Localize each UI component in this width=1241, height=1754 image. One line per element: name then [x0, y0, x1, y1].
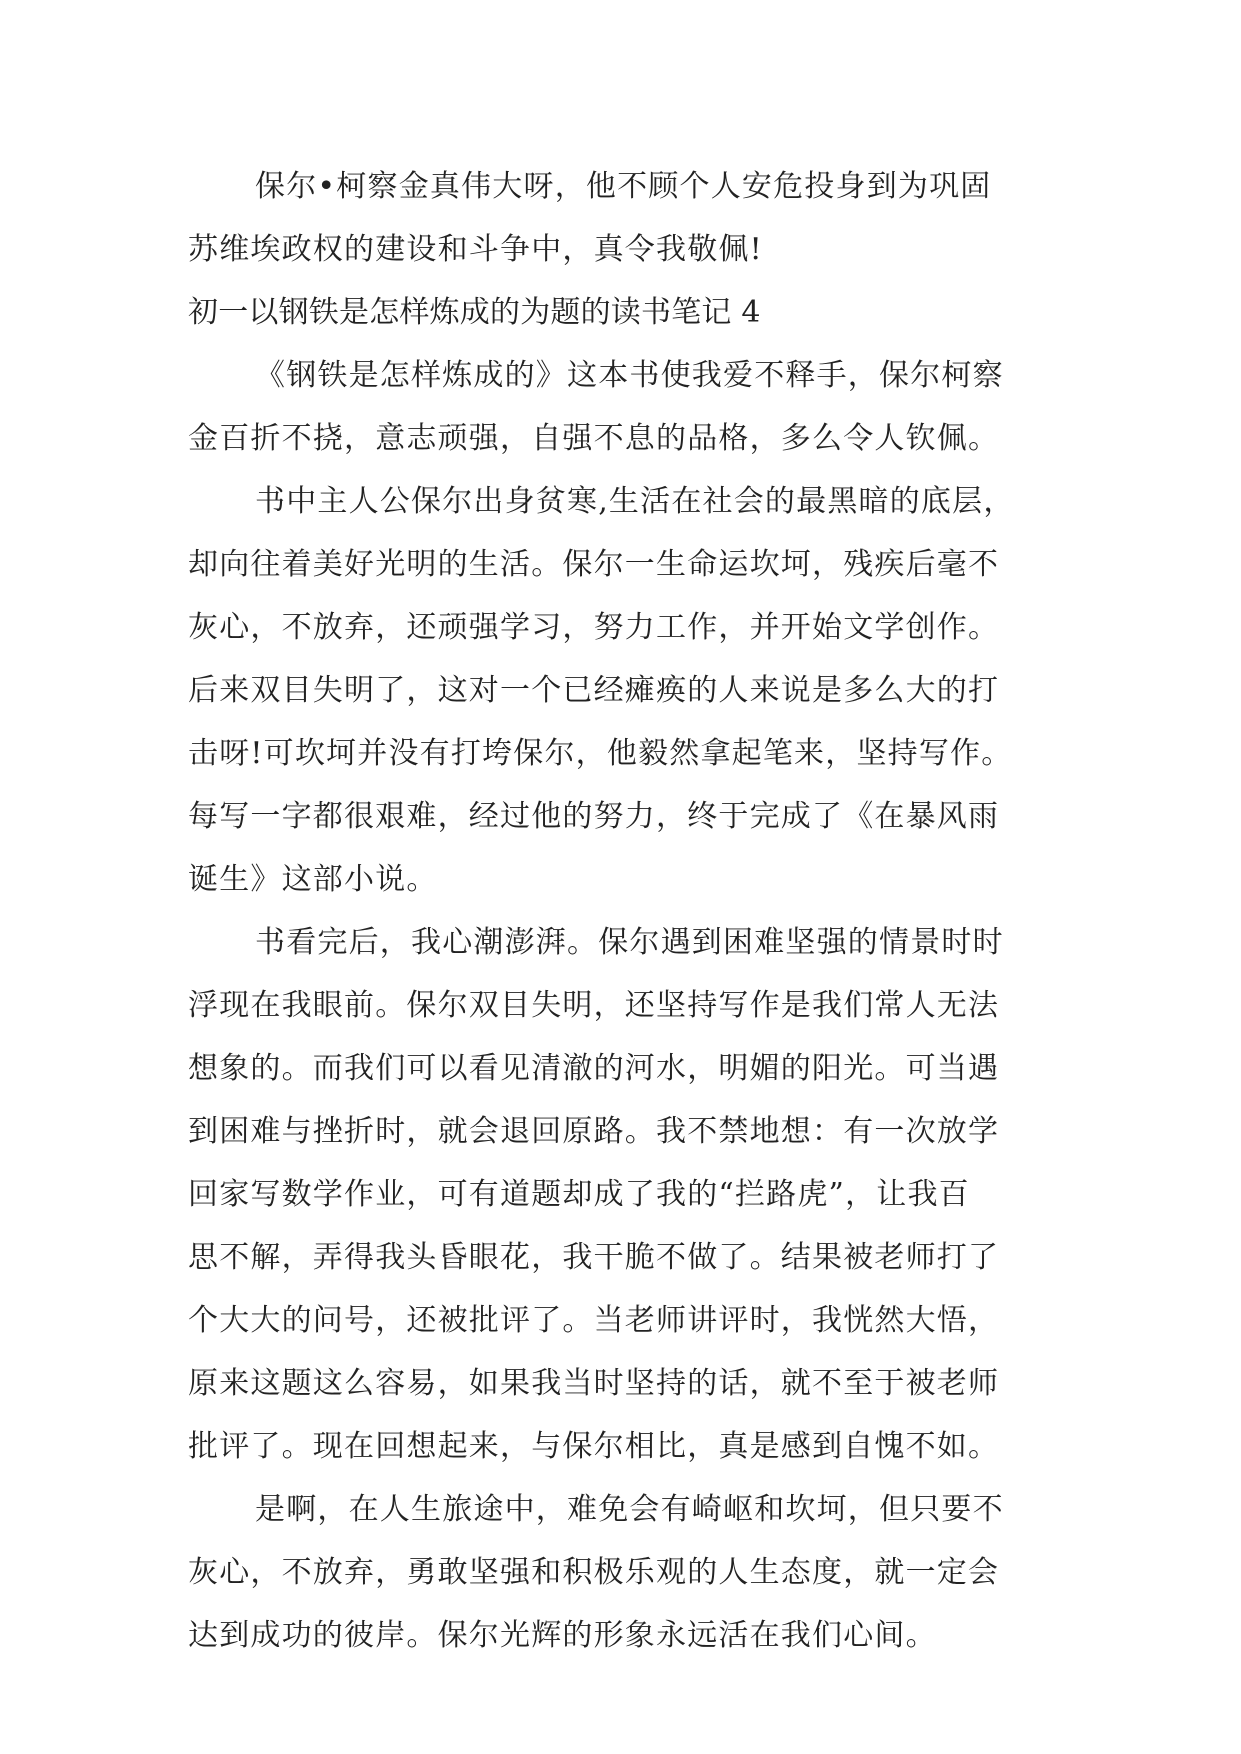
paragraph-line: 《钢铁是怎样炼成的》这本书使我爱不释手，保尔柯察 [255, 358, 1004, 393]
paragraph-line: 批评了。现在回想起来，与保尔相比，真是感到自愧不如。 [188, 1429, 1000, 1464]
paragraph-line: 浮现在我眼前。保尔双目失明，还坚持写作是我们常人无法 [188, 988, 1000, 1023]
paragraph-line: 达到成功的彼岸。保尔光辉的形象永远活在我们心间。 [188, 1618, 937, 1653]
paragraph [188, 344, 1068, 470]
paragraph-line: 却向往着美好光明的生活。保尔一生命运坎坷，残疾后毫不 [188, 547, 1000, 582]
paragraph-line: 金百折不挠，意志顽强，自强不息的品格，多么令人钦佩。 [188, 421, 1000, 456]
paragraph-line: 是啊，在人生旅途中，难免会有崎岖和坎坷，但只要不 [255, 1492, 1004, 1527]
paragraph-line: 后来双目失明了，这对一个已经瘫痪的人来说是多么大的打 [188, 673, 1000, 708]
intro-line: 苏维埃政权的建设和斗争中，真令我敬佩! [188, 232, 763, 267]
paragraph-line: 书看完后，我心潮澎湃。保尔遇到困难坚强的情景时时 [255, 925, 1004, 960]
paragraph-line: 个大大的问号，还被批评了。当老师讲评时，我恍然大悟， [188, 1303, 1000, 1338]
paragraph-line: 原来这题这么容易，如果我当时坚持的话，就不至于被老师 [188, 1366, 1000, 1401]
document-body [188, 155, 1068, 1667]
paragraph-line: 灰心，不放弃，勇敢坚强和积极乐观的人生态度，就一定会 [188, 1555, 1000, 1590]
paragraph [188, 470, 1068, 911]
paragraph-line: 书中主人公保尔出身贫寒,生活在社会的最黑暗的底层， [255, 484, 1015, 519]
paragraph-line: 每写一字都很艰难，经过他的努力，终于完成了《在暴风雨 [188, 799, 1000, 834]
paragraph-line: 回家写数学作业，可有道题却成了我的“拦路虎”，让我百 [188, 1177, 970, 1212]
paragraph-line: 击呀!可坎坷并没有打垮保尔，他毅然拿起笔来，坚持写作。 [188, 736, 1013, 771]
paragraph [188, 911, 1068, 1478]
paragraph [188, 1478, 1068, 1667]
paragraph-line: 灰心，不放弃，还顽强学习，努力工作，并开始文学创作。 [188, 610, 1000, 645]
paragraph-line: 想象的。而我们可以看见清澈的河水，明媚的阳光。可当遇 [188, 1051, 1000, 1086]
paragraph-line: 诞生》这部小说。 [188, 862, 438, 897]
paragraph-line: 到困难与挫折时，就会退回原路。我不禁地想：有一次放学 [188, 1114, 1000, 1149]
paragraph-line: 思不解，弄得我头昏眼花，我干脆不做了。结果被老师打了 [188, 1240, 1000, 1275]
section-title: 初一以钢铁是怎样炼成的为题的读书笔记 4 [188, 295, 761, 330]
intro-line: 保尔•柯察金真伟大呀，他不顾个人安危投身到为巩固 [255, 169, 992, 204]
